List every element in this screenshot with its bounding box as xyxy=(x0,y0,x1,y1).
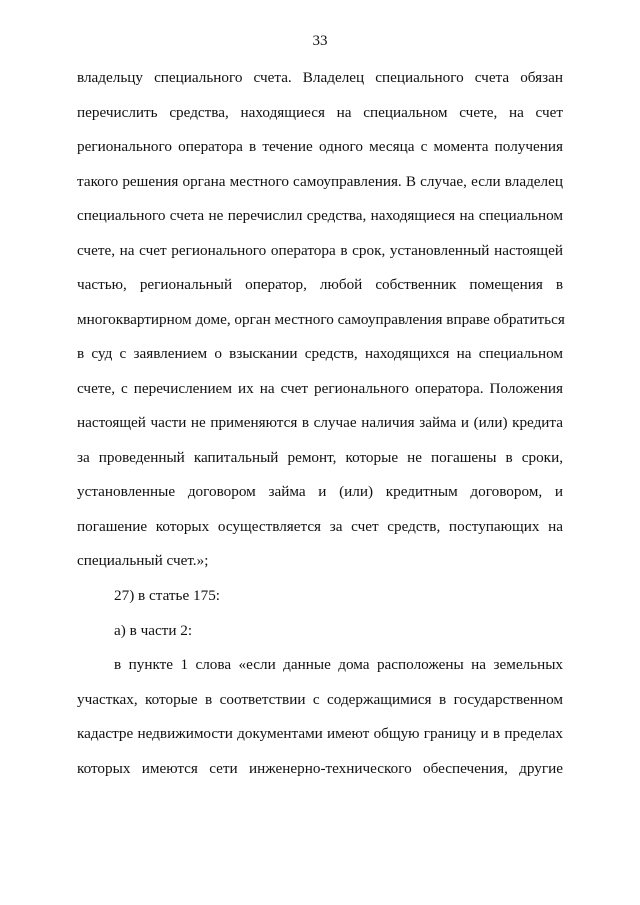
text-line: регионального оператора в течение одного месяца с момента получения xyxy=(77,138,563,155)
text-line: специального счета не перечислил средства, находящиеся на специальном xyxy=(77,207,563,224)
text-line: счете, на счет регионального оператора в срок, установленный настоящей xyxy=(77,242,563,259)
text-line: за проведенный капитальный ремонт, которые не погашены в сроки, xyxy=(77,449,563,466)
text-line: которых имеются сети инженерно-технического обеспечения, другие xyxy=(77,760,563,777)
text-line: участках, которые в соответствии с содержащимися в государственном xyxy=(77,691,563,708)
text-line: такого решения органа местного самоуправления. В случае, если владелец xyxy=(77,173,563,190)
text-line: в пункте 1 слова «если данные дома расположены на земельных xyxy=(114,656,563,673)
text-line: многоквартирном доме, орган местного самоуправления вправе обратиться xyxy=(77,311,565,328)
page-number: 33 xyxy=(312,33,328,49)
text-line: перечислить средства, находящиеся на специальном счете, на счет xyxy=(77,104,563,121)
text-line: кадастре недвижимости документами имеют общую границу и в пределах xyxy=(77,725,563,742)
text-line: счете, с перечислением их на счет регионального оператора. Положения xyxy=(77,380,563,397)
list-item-heading: а) в части 2: xyxy=(114,622,193,639)
text-line: погашение которых осуществляется за счет средств, поступающих на xyxy=(77,518,563,535)
text-line: владельцу специального счета. Владелец специального счета обязан xyxy=(77,69,563,86)
list-item-heading: 27) в статье 175: xyxy=(114,587,221,604)
text-line: частью, региональный оператор, любой собственник помещения в xyxy=(77,276,563,293)
text-line: в суд с заявлением о взыскании средств, находящихся на специальном xyxy=(77,345,563,362)
text-line: настоящей части не применяются в случае наличия займа и (или) кредита xyxy=(77,414,563,431)
text-line: установленные договором займа и (или) кредитным договором, и xyxy=(77,483,563,500)
text-line: специальный счет.»; xyxy=(77,552,209,569)
